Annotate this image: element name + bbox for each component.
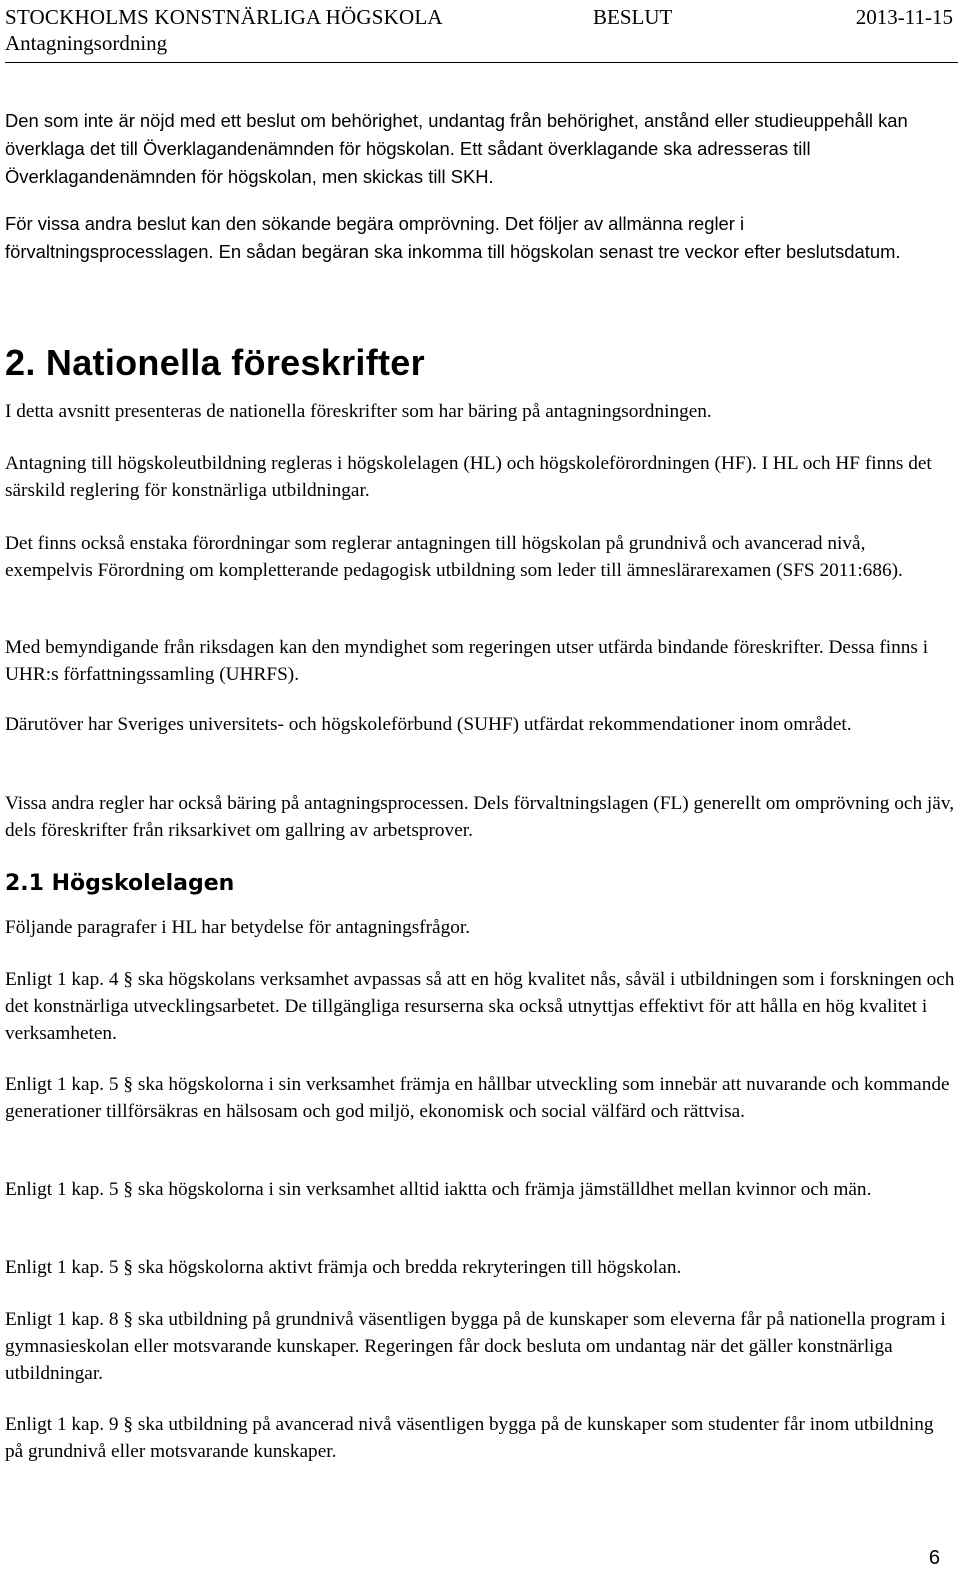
section-paragraph: I detta avsnitt presenteras de nationella föreskrifter som har bäring på antagningsordningen. xyxy=(5,401,712,422)
section-paragraph: Med bemyndigande från riksdagen kan den myndighet som regeringen utser utfärda bindande föreskrifter. Dessa finns i UHR:s författningssamling (UHRFS). xyxy=(5,637,929,685)
law-paragraph: Enligt 1 kap. 5 § ska högskolorna i sin verksamhet alltid iaktta och främja jämställdhet mellan kvinnor och män. xyxy=(5,1179,872,1200)
header-document-type: BESLUT xyxy=(593,5,673,29)
header-date: 2013-11-15 xyxy=(855,5,953,29)
header-row xyxy=(5,4,953,30)
subsection-heading: 2.1 Högskolelagen xyxy=(5,871,235,896)
section-paragraph: Vissa andra regler har också bäring på antagningsprocessen. Dels förvaltningslagen (FL) generellt om omprövning och jäv, dels föreskrifter från riksarkivet om gallring av arbetsprover. xyxy=(5,793,955,841)
law-paragraph: Enligt 1 kap. 5 § ska högskolorna i sin verksamhet främja en hållbar utveckling som innebär att nuvarande och kommande generationer tillförsäkras en hälsosam och god miljö, ekonomisk och social välfärd och rättvisa. xyxy=(5,1074,950,1122)
section-paragraph: Därutöver har Sveriges universitets- och högskoleförbund (SUHF) utfärdat rekommendationer inom området. xyxy=(5,714,852,735)
intro-paragraph-review: För vissa andra beslut kan den sökande begära omprövning. Det följer av allmänna regler i förvaltningsprocesslagen. En sådan begäran ska inkomma till högskolan senast tre veckor efter beslutsdatum. xyxy=(5,213,901,262)
page-header xyxy=(5,4,953,55)
law-paragraph: Enligt 1 kap. 8 § ska utbildning på grundnivå väsentligen bygga på de kunskaper som eleverna får på nationella program i gymnasieskolan eller motsvarande kunskaper. Regeringen får dock besluta om undantag när det gäller konstnärliga utbildningar. xyxy=(5,1309,946,1384)
section-heading: 2. Nationella föreskrifter xyxy=(5,342,425,383)
law-paragraph: Enligt 1 kap. 9 § ska utbildning på avancerad nivå väsentligen bygga på de kunskaper som studenter får inom utbildning på grundnivå eller motsvarande kunskaper. xyxy=(5,1414,934,1462)
page-number: 6 xyxy=(928,1547,940,1569)
law-paragraph: Enligt 1 kap. 5 § ska högskolorna aktivt främja och bredda rekryteringen till högskolan. xyxy=(5,1257,682,1278)
header-divider xyxy=(5,62,958,63)
section-paragraph: Antagning till högskoleutbildning regleras i högskolelagen (HL) och högskoleförordningen (HF). I HL och HF finns det särskild reglering för konstnärliga utbildningar. xyxy=(5,453,932,501)
subsection-paragraph: Följande paragrafer i HL har betydelse för antagningsfrågor. xyxy=(5,917,471,938)
section-paragraph: Det finns också enstaka förordningar som reglerar antagningen till högskolan på grundnivå och avancerad nivå, exempelvis Förordning om kompletterande pedagogisk utbildning som leder till ämneslärarexamen (SFS 2011:686). xyxy=(5,533,903,581)
law-paragraph: Enligt 1 kap. 4 § ska högskolans verksamhet avpassas så att en hög kvalitet nås, såväl i utbildningen som i forskningen och det konstnärliga utvecklingsarbetet. De tillgängliga resurserna ska också utnyttjas effektivt för att hålla en hög kvalitet i verksamheten. xyxy=(5,969,955,1044)
intro-paragraph-appeal: Den som inte är nöjd med ett beslut om behörighet, undantag från behörighet, anstånd eller studieuppehåll kan överklaga det till Överklagandenämnden för högskolan. Ett sådant överklagande ska adresseras till Överklagandenämnden för högskolan, men skickas till SKH. xyxy=(5,110,908,187)
header-organization: STOCKHOLMS KONSTNÄRLIGA HÖGSKOLA xyxy=(5,5,443,29)
header-subtitle: Antagningsordning xyxy=(5,31,168,55)
